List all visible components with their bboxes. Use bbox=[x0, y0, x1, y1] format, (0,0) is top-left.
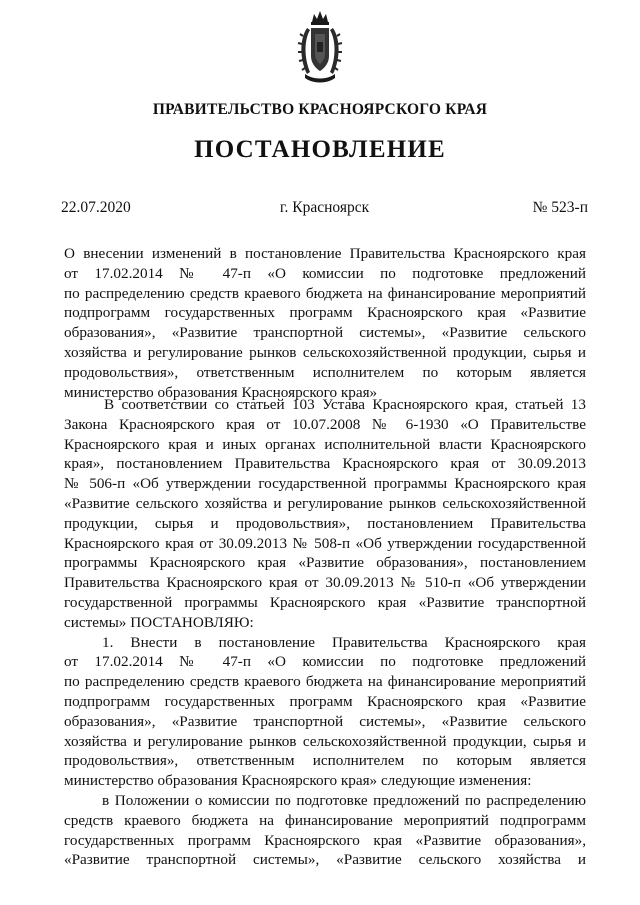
document-date: 22.07.2020 bbox=[61, 199, 131, 216]
body-line: продовольствия», ответственным исполнителем по которым является bbox=[64, 752, 586, 770]
subject-line: по распределению средств краевого бюджета на финансирование мероприятий bbox=[64, 284, 586, 302]
subject-line: от 17.02.2014 № 47-п «О комиссии по подготовке предложений bbox=[64, 264, 586, 282]
document-body bbox=[64, 395, 586, 870]
document-meta bbox=[61, 199, 588, 219]
coat-of-arms-icon bbox=[297, 8, 343, 86]
subject-line: образования», «Развитие транспортной системы», «Развитие сельского bbox=[64, 324, 586, 342]
body-line: Красноярского края от 30.09.2013 № 508-п «Об утверждении государственной bbox=[64, 534, 586, 552]
document-number: № 523-п bbox=[532, 199, 588, 216]
body-line: государственных программ Красноярского края «Развитие образования», bbox=[64, 831, 586, 849]
body-line: «Развитие транспортной системы», «Развитие сельского хозяйства и bbox=[64, 851, 586, 869]
body-line: 1. Внести в постановление Правительства Красноярского края bbox=[102, 633, 586, 651]
document-city: г. Красноярск bbox=[279, 199, 370, 216]
body-line: государственной программы Красноярского края «Развитие транспортной bbox=[64, 593, 586, 611]
body-line: образования», «Развитие транспортной системы», «Развитие сельского bbox=[64, 712, 586, 730]
subject-line: подпрограмм государственных программ Красноярского края «Развитие bbox=[64, 304, 586, 322]
body-line: хозяйства и регулирование рынков сельскохозяйственной продукции, сырья и bbox=[64, 732, 586, 750]
body-line: подпрограмм государственных программ Красноярского края «Развитие bbox=[64, 692, 586, 710]
government-title: ПРАВИТЕЛЬСТВО КРАСНОЯРСКОГО КРАЯ bbox=[152, 101, 488, 118]
body-line: «Развитие сельского хозяйства и регулирование рынков сельскохозяйственной bbox=[64, 494, 586, 512]
document-type-title: ПОСТАНОВЛЕНИЕ bbox=[194, 136, 446, 163]
subject-line: продовольствия», ответственным исполнителем по которым является bbox=[64, 363, 586, 381]
body-line: края», постановлением Правительства Красноярского края от 30.09.2013 bbox=[64, 455, 586, 473]
subject-line: министерство образования Красноярского края» bbox=[64, 383, 378, 401]
body-line: в Положении о комиссии по подготовке предложений по распределению bbox=[102, 791, 586, 809]
body-line: Закона Красноярского края от 10.07.2008 № 6-1930 «О Правительстве bbox=[64, 415, 586, 433]
subject-line: хозяйства и регулирование рынков сельскохозяйственной продукции, сырья и bbox=[64, 343, 586, 361]
body-line: системы» ПОСТАНОВЛЯЮ: bbox=[64, 613, 254, 631]
body-line: программы Красноярского края «Развитие образования», постановлением bbox=[64, 554, 586, 572]
body-line: В соответствии со статьей 103 Устава Красноярского края, статьей 13 bbox=[104, 396, 586, 413]
body-line: средств краевого бюджета на финансирование мероприятий подпрограмм bbox=[64, 811, 586, 829]
body-line: продукции, сырья и продовольствия», постановлением Правительства bbox=[64, 514, 586, 532]
document-subject bbox=[64, 244, 586, 402]
body-line: по распределению средств краевого бюджета на финансирование мероприятий bbox=[64, 673, 586, 691]
body-line: от 17.02.2014 № 47-п «О комиссии по подготовке предложений bbox=[64, 653, 586, 671]
body-line: министерство образования Красноярского края» следующие изменения: bbox=[64, 772, 532, 790]
body-line: Правительства Красноярского края от 30.09.2013 № 510-п «Об утверждении bbox=[64, 574, 586, 592]
subject-line: О внесении изменений в постановление Правительства Красноярского края bbox=[64, 245, 586, 262]
body-line: Красноярского края и иных органах исполнительной власти Красноярского bbox=[64, 435, 586, 453]
body-line: № 506-п «Об утверждении государственной программы Красноярского края bbox=[64, 475, 586, 493]
